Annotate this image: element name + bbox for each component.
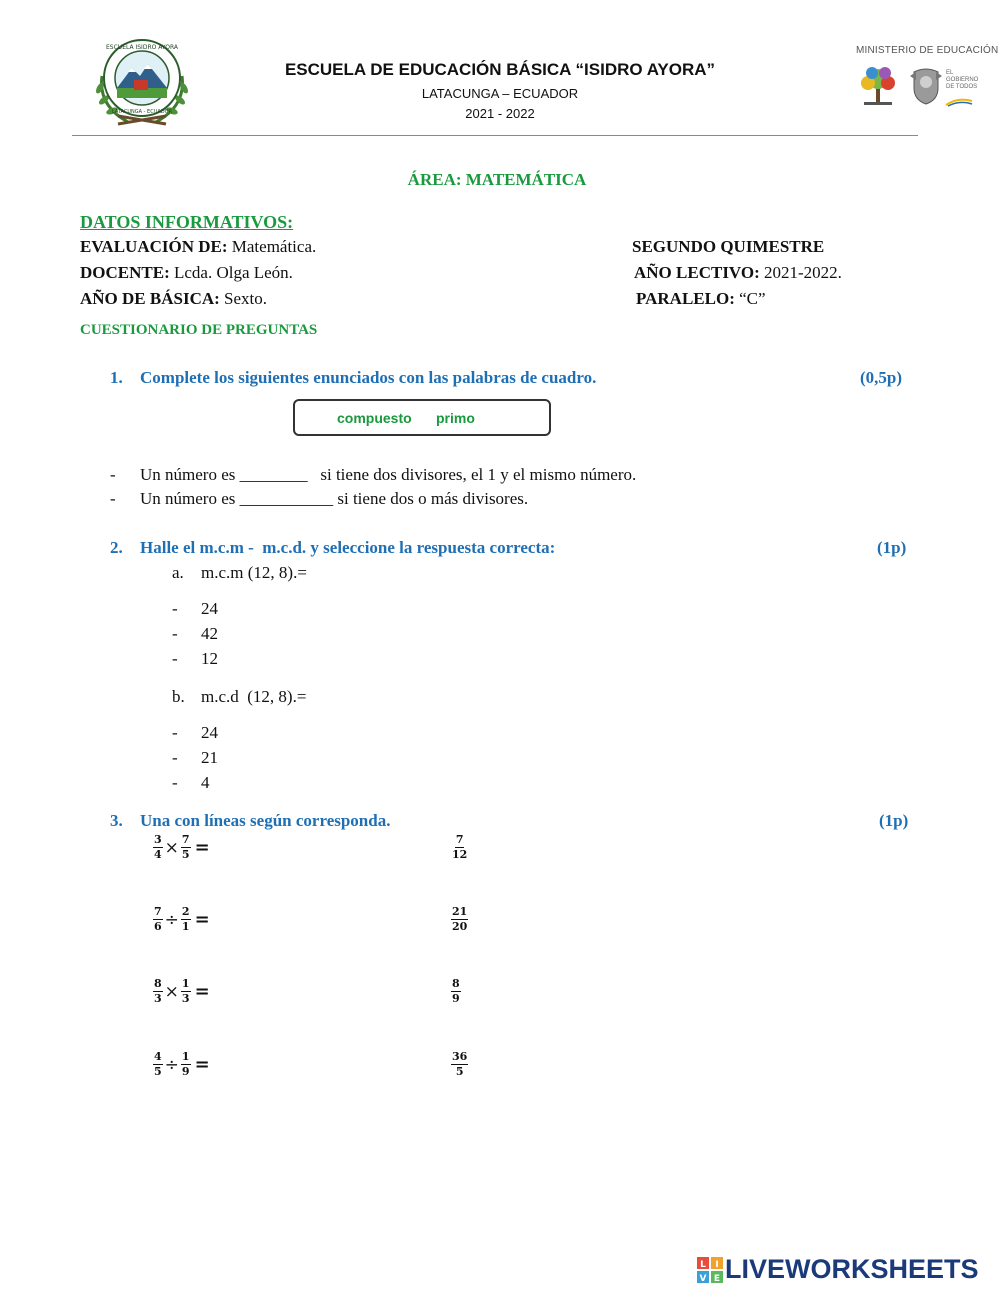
datos-title: DATOS INFORMATIVOS: bbox=[80, 212, 294, 232]
q3-left-expression-2[interactable]: $\frac{7}{6}$ ÷ $\frac{2}{1}$ = bbox=[154, 905, 210, 933]
q1-bullet-1: - bbox=[110, 465, 116, 484]
school-city: LATACUNGA – ECUADOR bbox=[421, 86, 579, 101]
docente-line: DOCENTE: Lcda. Olga León. bbox=[80, 263, 293, 282]
q3-text: Una con líneas según corresponda. bbox=[140, 811, 391, 830]
q3-right-result-4[interactable]: $\frac{36}{5}$ bbox=[452, 1050, 468, 1078]
q3-right-result-2[interactable]: $\frac{21}{20}$ bbox=[452, 905, 468, 933]
svg-text:I: I bbox=[715, 1260, 719, 1270]
school-years: 2021 - 2022 bbox=[465, 106, 535, 121]
q2-b-option-1[interactable]: 24 bbox=[201, 723, 218, 742]
q1-item-1[interactable]: Un número es ________ si tiene dos divisores, el 1 y el mismo número. bbox=[140, 465, 637, 484]
word-bank-word-primo[interactable]: primo bbox=[436, 410, 475, 426]
area-title: ÁREA: MATEMÁTICA bbox=[407, 170, 587, 189]
svg-text:L: L bbox=[700, 1260, 706, 1270]
q3-points: (1p) bbox=[879, 811, 909, 830]
q3-left-expression-4[interactable]: $\frac{4}{5}$ ÷ $\frac{1}{9}$ = bbox=[154, 1050, 210, 1078]
svg-text:E: E bbox=[713, 1274, 721, 1283]
q2-part-b-text: m.c.d (12, 8).= bbox=[201, 687, 307, 706]
q3-right-result-1[interactable]: $\frac{7}{12}$ bbox=[452, 833, 468, 861]
q2-a-option-3[interactable]: 12 bbox=[201, 649, 218, 668]
logo-text-bottom: LATACUNGA - ECUADOR bbox=[111, 109, 173, 115]
q2-a-option-1[interactable]: 24 bbox=[201, 599, 218, 618]
ministry-tree-icon bbox=[856, 63, 900, 107]
evaluacion-line: EVALUACIÓN DE: Matemática. bbox=[80, 237, 317, 256]
q2-part-a-text: m.c.m (12, 8).= bbox=[201, 563, 307, 582]
q3-left-expression-3[interactable]: $\frac{8}{3}$ × $\frac{1}{3}$ = bbox=[154, 977, 210, 1005]
q1-text: Complete los siguientes enunciados con las palabras de cuadro. bbox=[140, 368, 597, 387]
q2-text: Halle el m.c.m - m.c.d. y seleccione la respuesta correcta: bbox=[140, 538, 556, 557]
anio-lectivo-line: AÑO LECTIVO: 2021-2022. bbox=[634, 263, 842, 282]
q2-a-option-2[interactable]: 42 bbox=[201, 624, 218, 643]
q2-b-option-3[interactable]: 4 bbox=[201, 773, 210, 792]
q1-bullet-2: - bbox=[110, 489, 116, 508]
q1-points: (0,5p) bbox=[860, 368, 903, 387]
word-bank-word-compuesto[interactable]: compuesto bbox=[337, 410, 412, 426]
q3-left-expression-1[interactable]: $\frac{3}{4}$ × $\frac{7}{5}$ = bbox=[154, 833, 210, 861]
gobierno-swoosh-icon bbox=[944, 94, 974, 104]
q3-right-result-3[interactable]: $\frac{8}{9}$ bbox=[452, 977, 460, 1005]
logo-text-top: ESCUELA ISIDRO AYORA bbox=[106, 44, 178, 51]
q2-number: 2. bbox=[110, 538, 123, 557]
q1-number: 1. bbox=[110, 368, 123, 387]
word-bank-box bbox=[293, 399, 551, 436]
quimestre: SEGUNDO QUIMESTRE bbox=[632, 237, 825, 256]
paralelo-line: PARALELO: “C” bbox=[636, 289, 766, 308]
cuestionario-title: CUESTIONARIO DE PREGUNTAS bbox=[80, 322, 318, 338]
gobierno-label: EL GOBIERNO DE TODOS bbox=[946, 70, 979, 90]
liveworksheets-badge-icon bbox=[697, 1257, 723, 1283]
q1-item-2[interactable]: Un número es ___________ si tiene dos o más divisores. bbox=[140, 489, 529, 508]
ministry-label: MINISTERIO DE EDUCACIÓN bbox=[856, 45, 999, 56]
q2-b-option-2[interactable]: 21 bbox=[201, 748, 218, 767]
school-name: ESCUELA DE EDUCACIÓN BÁSICA “ISIDRO AYORA” bbox=[284, 60, 716, 79]
liveworksheets-logo-text: LIVEWORKSHEETS bbox=[725, 1254, 979, 1284]
q2-points: (1p) bbox=[877, 538, 907, 557]
anio-basica-line: AÑO DE BÁSICA: Sexto. bbox=[80, 289, 268, 308]
header-divider bbox=[72, 135, 918, 136]
svg-text:V: V bbox=[699, 1274, 707, 1283]
ecuador-coat-of-arms-icon bbox=[908, 66, 944, 106]
q3-number: 3. bbox=[110, 811, 123, 830]
q2-part-b-letter: b. bbox=[172, 687, 185, 706]
q2-part-a-letter: a. bbox=[172, 563, 184, 582]
